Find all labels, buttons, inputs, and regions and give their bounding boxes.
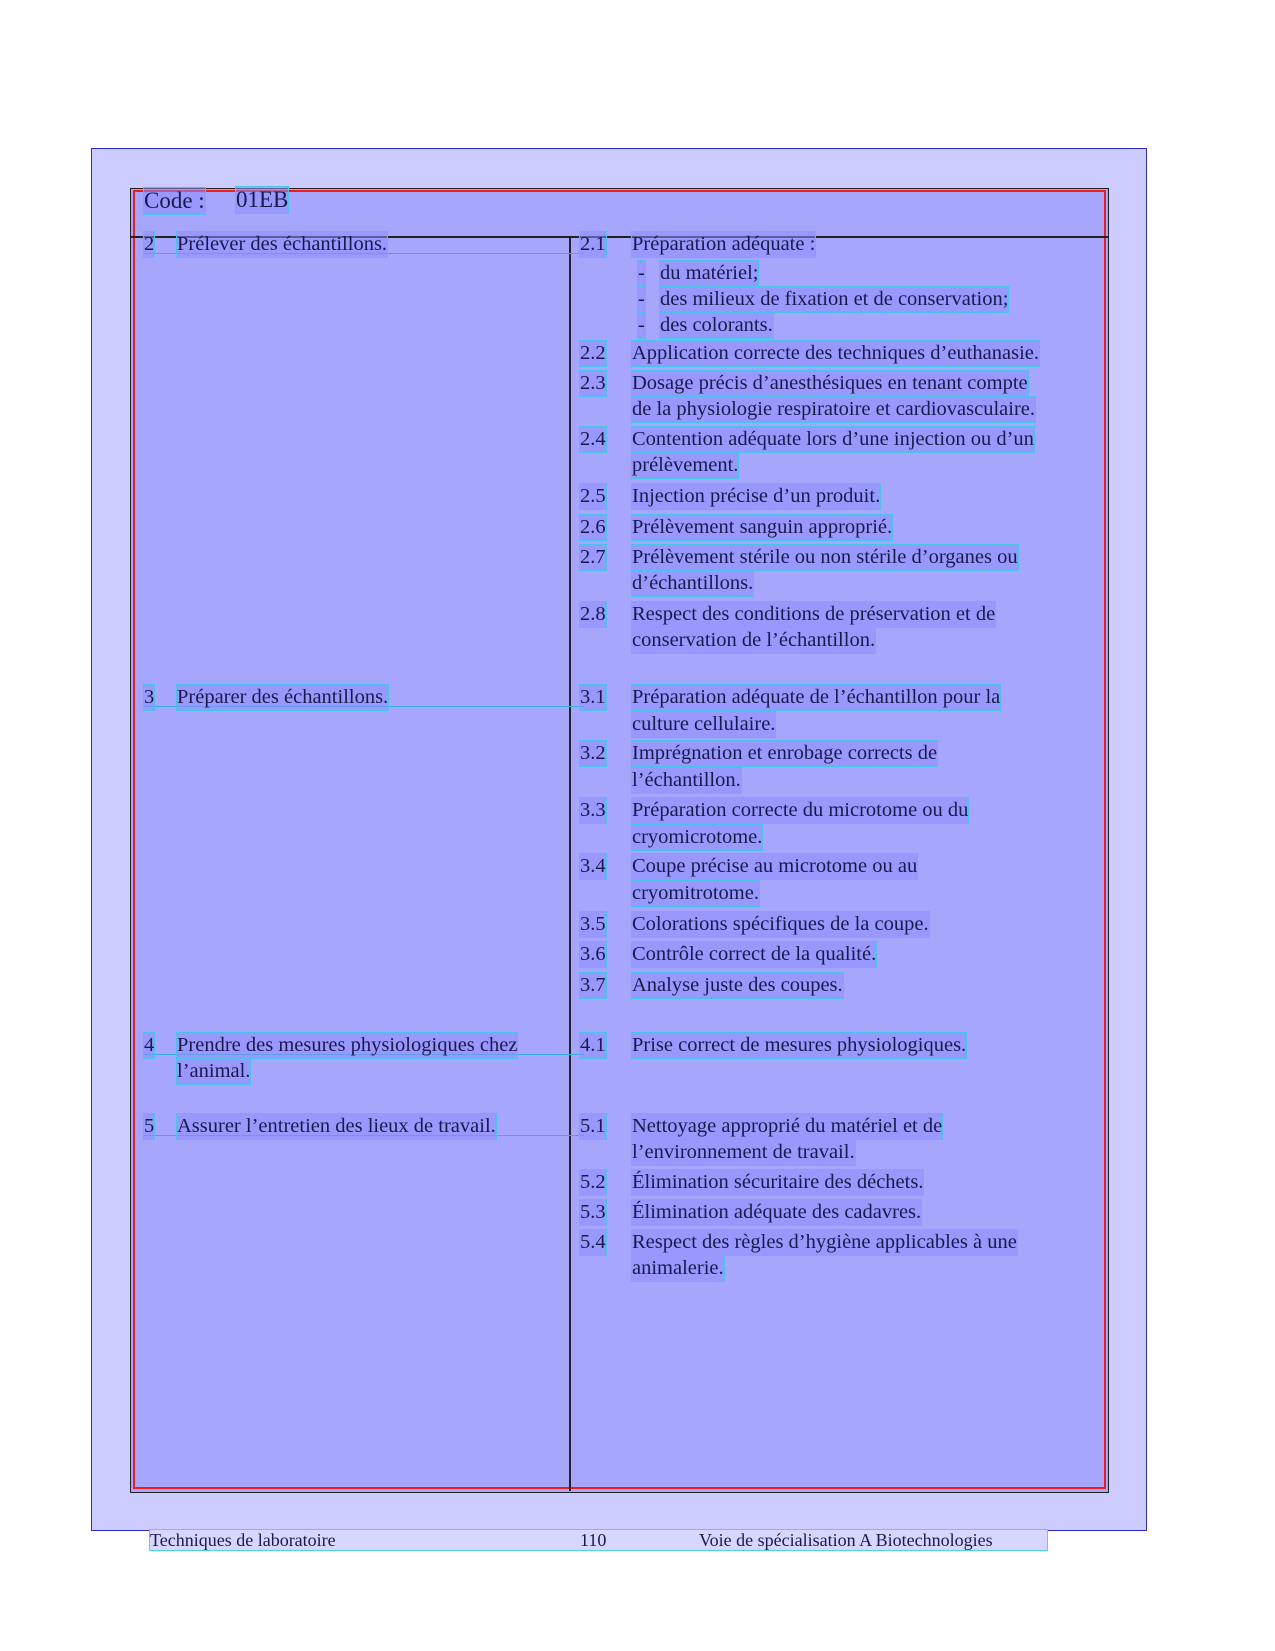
criterion-text: Respect des conditions de préservation et de — [632, 603, 996, 625]
criterion-number: 3.5 — [580, 913, 606, 935]
criterion-text: conservation de l’échantillon. — [632, 629, 876, 651]
criterion-text: Prélèvement stérile ou non stérile d’organes ou — [632, 546, 1018, 568]
criterion-text: Prise correct de mesures physiologiques. — [632, 1034, 967, 1056]
criterion-text: Application correcte des techniques d’euthanasie. — [632, 342, 1039, 364]
criterion-text: Imprégnation et enrobage corrects de — [632, 742, 938, 764]
criterion-text: cryomitrotome. — [632, 882, 759, 904]
criterion-text: Injection précise d’un produit. — [632, 485, 881, 507]
criterion-number: 2.8 — [580, 603, 606, 625]
criterion-number: 2.2 — [580, 342, 606, 364]
criterion-text: Prélèvement sanguin approprié. — [632, 516, 893, 538]
competency-number: 2 — [144, 233, 155, 255]
criterion-text: d’échantillons. — [632, 572, 754, 594]
competency-label: l’animal. — [177, 1060, 251, 1082]
criterion-text: de la physiologie respiratoire et cardiovasculaire. — [632, 398, 1036, 420]
bullet-marker: - — [638, 262, 645, 284]
page-number: 110 — [580, 1530, 607, 1550]
criterion-number: 2.5 — [580, 485, 606, 507]
bullet-text: des milieux de fixation et de conservation; — [660, 288, 1009, 310]
bullet-marker: - — [638, 288, 645, 310]
competency-label: Prélever des échantillons. — [177, 233, 388, 255]
criterion-text: Contention adéquate lors d’une injection ou d’un — [632, 428, 1034, 450]
criterion-number: 2.4 — [580, 428, 606, 450]
criterion-number: 5.1 — [580, 1115, 606, 1137]
bullet-text: du matériel; — [660, 262, 759, 284]
criterion-number: 5.2 — [580, 1171, 606, 1193]
criterion-number: 4.1 — [580, 1034, 606, 1056]
criterion-text: Élimination sécuritaire des déchets. — [632, 1171, 924, 1193]
criterion-text: Colorations spécifiques de la coupe. — [632, 913, 929, 935]
criterion-number: 3.6 — [580, 943, 606, 965]
competency-label: Assurer l’entretien des lieux de travail. — [177, 1115, 496, 1137]
criterion-number: 3.2 — [580, 742, 606, 764]
criterion-text: prélèvement. — [632, 454, 739, 476]
criterion-number: 2.1 — [580, 233, 606, 255]
footer-specialization: Voie de spécialisation A Biotechnologies — [699, 1530, 993, 1550]
competency-label: Prendre des mesures physiologiques chez — [177, 1034, 518, 1056]
bullet-marker: - — [638, 314, 645, 336]
criterion-number: 5.4 — [580, 1231, 606, 1253]
criterion-text: l’échantillon. — [632, 769, 741, 791]
criterion-text: Préparation correcte du microtome ou du — [632, 799, 969, 821]
footer-program: Techniques de laboratoire — [150, 1530, 336, 1550]
criterion-text: Respect des règles d’hygiène applicables à une — [632, 1231, 1017, 1253]
criterion-number: 5.3 — [580, 1201, 606, 1223]
criterion-text: Contrôle correct de la qualité. — [632, 943, 877, 965]
criterion-number: 2.6 — [580, 516, 606, 538]
code-value: 01EB — [236, 187, 289, 212]
criterion-text: l’environnement de travail. — [632, 1141, 855, 1163]
competency-number: 3 — [144, 686, 155, 708]
competency-number: 4 — [144, 1034, 155, 1056]
criterion-number: 3.7 — [580, 974, 606, 996]
competency-label: Préparer des échantillons. — [177, 686, 389, 708]
criterion-number: 3.1 — [580, 686, 606, 708]
criterion-text: Analyse juste des coupes. — [632, 974, 843, 996]
criterion-text: animalerie. — [632, 1257, 724, 1279]
column-divider — [569, 237, 571, 1491]
criterion-text: cryomicrotome. — [632, 826, 763, 848]
competency-number: 5 — [144, 1115, 155, 1137]
bullet-text: des colorants. — [660, 314, 773, 336]
criterion-number: 3.3 — [580, 799, 606, 821]
code-label: Code : — [144, 188, 205, 213]
criterion-text: Préparation adéquate de l’échantillon pour la — [632, 686, 1001, 708]
criterion-number: 2.7 — [580, 546, 606, 568]
criterion-number: 3.4 — [580, 855, 606, 877]
criterion-text: culture cellulaire. — [632, 713, 776, 735]
criterion-text: Coupe précise au microtome ou au — [632, 855, 918, 877]
criterion-text: Dosage précis d’anesthésiques en tenant compte — [632, 372, 1028, 394]
criterion-text: Nettoyage approprié du matériel et de — [632, 1115, 943, 1137]
criterion-text: Préparation adéquate : — [632, 233, 816, 255]
criterion-text: Élimination adéquate des cadavres. — [632, 1201, 922, 1223]
criterion-number: 2.3 — [580, 372, 606, 394]
